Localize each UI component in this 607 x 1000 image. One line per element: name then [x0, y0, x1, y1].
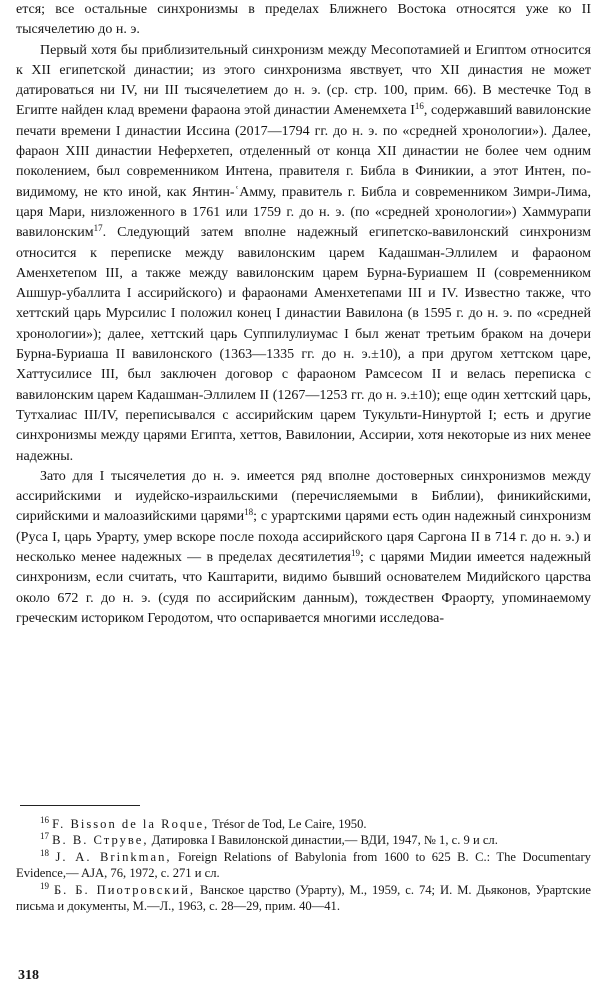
- footnote-number: 18: [40, 847, 49, 858]
- footnote-18: [16, 849, 591, 882]
- footnote-number: 19: [40, 880, 49, 891]
- footnote-divider: [20, 805, 140, 806]
- paragraph-text: Зато для I тысячелетия до н. э. имеется ряд вполне достоверных синхронизмов между ассирийскими и иудейско-израильскими (перечисляемыми в Библии), финикийскими, сирийскими и малоазийскими царями: [16, 468, 591, 525]
- footnote-author: F. Bisson de la Roque,: [52, 817, 210, 831]
- footnote-17: [16, 832, 591, 848]
- paragraph-text: ; с царями Мидии имеется надежный синхронизм, если считать, что Каштарити, видимо бывший основателем Мидийского царства около 672 г. до н. э. (судя по ассирийским данным), тождествен Фраорту, упоминаемому греческим историком Геродотом, что оспаривается многими исследова-: [16, 550, 591, 626]
- footnotes: [16, 816, 591, 914]
- footnote-text: Trésor de Tod, Le Caire, 1950.: [212, 817, 367, 831]
- footnote-ref-18[interactable]: 18: [244, 507, 254, 518]
- footnote-ref-16[interactable]: 16: [414, 101, 424, 112]
- footnote-16: [16, 816, 591, 832]
- footnote-text: Ванское царство (Урарту), М., 1959, с. 74; И. М. Дьяконов, Урартские письма и документы, М.—Л., 1963, с. 28—29, прим. 40—41.: [16, 882, 591, 914]
- footnote-19: [16, 882, 591, 915]
- paragraph-continuation: [16, 0, 591, 41]
- page: [16, 0, 591, 629]
- footnote-ref-17[interactable]: 17: [93, 223, 103, 234]
- footnote-author: Б. Б. Пиотровский,: [53, 882, 196, 897]
- footnote-number: 17: [40, 831, 49, 842]
- paragraph-text: , содержавший вавилонские печати времени I династии Иссина (2017—1794 гг. до н. э. по «средней хронологии»). Далее, фараон XIII династии Неферхетеп, отделенный от конца XII династии не более чем одним поколением, был современником Интена, правителя г. Библа в Финикии, а этот Интен, по-видимому, не кто иной, как Янтин-ʿАмму, правитель г. Библа и современником Зимри-Лима, царя Мари, низложенного в 1761 или 1759 г. до н. э. (по «средней хронологии») Хаммурапи вавилонским: [16, 103, 591, 241]
- footnote-author: В. В. Струве,: [52, 833, 149, 848]
- footnote-text: Foreign Relations of Babylonia from 1600 to 625 B. C.: The Documentary Evidence,— AJA, 76, 1972, с. 271 и сл.: [16, 849, 591, 881]
- paragraph-first-millennium: [16, 467, 591, 629]
- paragraph-text: ется; все остальные синхронизмы в пределах Ближнего Востока относятся уже ко II тысячелетию до н. э.: [16, 2, 591, 38]
- paragraph-text: Первый хотя бы приблизительный синхронизм между Месопотамией и Египтом относится к XII египетской династии; из этого синхронизма явствует, что XII династия не может датироваться ни IV, ни III тысячелетием до н. э. (ср. стр. 100, прим. 66). В местечке Тод в Египте найден клад времени фараона этой династии Аменемхета I: [16, 42, 591, 119]
- paragraph-text: ; с урартскими царями есть один надежный синхронизм (Руса I, царь Урарту, умер вскоре после похода ассирийского царя Саргона II в 714 г. до н. э.) и несколько менее надежных — в пределах десятилетия: [16, 509, 591, 566]
- footnote-author: J. A. Brinkman,: [55, 849, 172, 864]
- main-text: [16, 0, 591, 629]
- footnote-text: Датировка I Вавилонской династии,— ВДИ, 1947, № 1, с. 9 и сл.: [151, 833, 498, 848]
- footnote-ref-19[interactable]: 19: [350, 548, 360, 559]
- footnote-number: 16: [40, 815, 49, 825]
- paragraph-text: . Следующий затем вполне надежный египетско-вавилонский синхронизм относится к переписке между вавилонским царем Кадашман-Эллилем и фараоном Аменхетепом III, а также между вавилонским царем Бурна-Буриашем II (современником Ашшур-убаллита I ассирийского) и фараонами Аменхетепами III и IV. Известно также, что хеттский царь Мурсилис I положил конец I династии Вавилона (в 1595 г. до н. э. по «средней хронологии»); далее, хеттский царь Суппилулиумас I был женат третьим браком на дочери Бурна-Буриаша II вавилонского (1363—1335 гг. до н. э.±10), а при другом хеттском царе, Хаттусилисе III, был заключен договор с фараоном Рамсесом II и велась переписка с вавилонским царем Кадашман-Эллилем II (1267—1253 гг. до н. э.±10); еще один хеттский царь, Тутхалиас III/IV, переписывался с ассирийским царем Тукульти-Нинуртой I; есть и другие синхронизмы между царями Египта, хеттов, Вавилонии, Ассирии, хотя некоторые из них менее надежны.: [16, 225, 591, 464]
- paragraph-synchronisms-egypt: [16, 41, 591, 467]
- page-number: 318: [18, 968, 39, 983]
